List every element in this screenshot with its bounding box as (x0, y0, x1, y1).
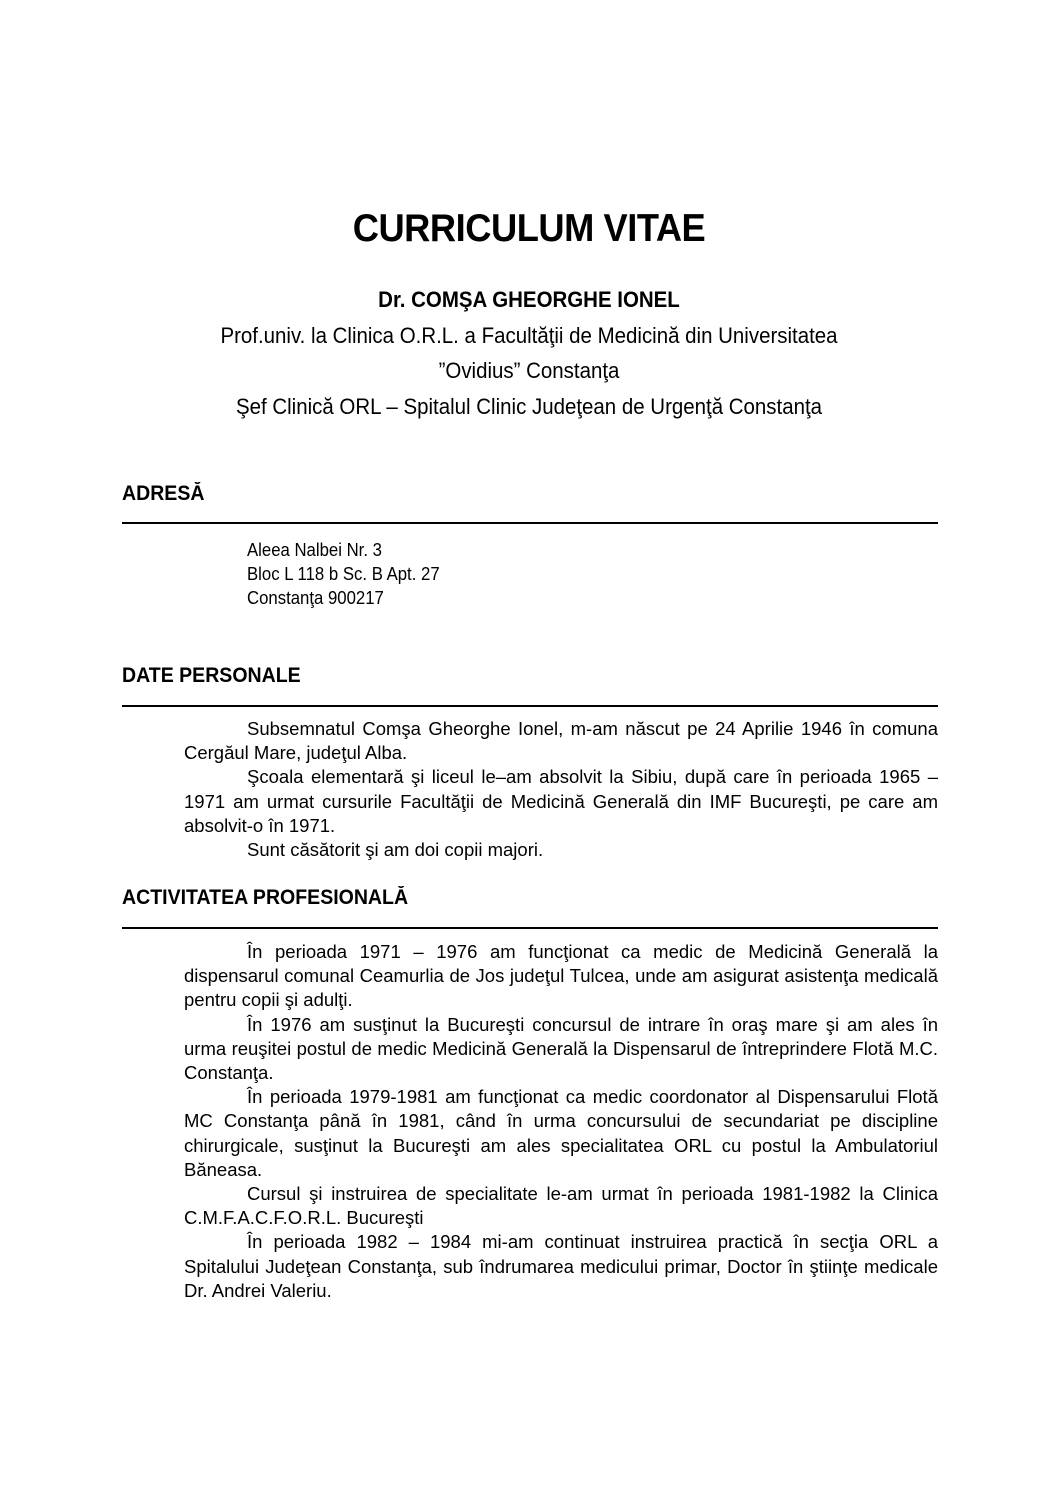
paragraph: În perioada 1982 – 1984 mi-am continuat instruirea practică în secţia ORL a Spitalului Judeţean Constanţa, sub îndrumarea medicului primar, Doctor în ştiinţe medicale Dr. Andrei Valeriu. (184, 1231, 938, 1301)
section-divider (122, 522, 938, 524)
paragraph: Subsemnatul Comşa Gheorghe Ionel, m-am născut pe 24 Aprilie 1946 în comuna Cergăul Mare, judeţul Alba. (184, 718, 938, 764)
section-heading-personal: DATE PERSONALE (122, 664, 301, 687)
paragraph: Cursul şi instruirea de specialitate le-am urmat în perioada 1981-1982 la Clinica C.M.F.A.C.F.O.R.L. Bucureşti (184, 1183, 938, 1229)
document-title: CURRICULUM VITAE (352, 207, 706, 250)
paragraph: În perioada 1971 – 1976 am funcţionat ca medic de Medicină Generală la dispensarul comunal Ceamurlia de Jos judeţul Tulcea, unde am asigurat asistenţa medicală pentru copii şi adulţi. (184, 941, 938, 1011)
section-divider (122, 705, 938, 707)
address-line: Constanţa 900217 (247, 588, 384, 608)
paragraph: În perioada 1979-1981 am funcţionat ca medic coordonator al Dispensarului Flotă MC Constanţa până în 1981, când în urma concursului de secundariat pe discipline chirurgicale, susţinut la Bucureşti am ales specialitatea ORL cu postul la Ambulatoriul Băneasa. (184, 1086, 938, 1180)
address-line: Aleea Nalbei Nr. 3 (247, 540, 382, 560)
position-line-2: ”Ovidius” Constanţa (438, 358, 620, 383)
address-block (247, 538, 440, 610)
section-heading-address: ADRESĂ (122, 482, 205, 505)
position-line-3: Şef Clinică ORL – Spitalul Clinic Judeţean de Urgenţă Constanţa (235, 394, 823, 419)
address-line: Bloc L 118 b Sc. B Apt. 27 (247, 564, 440, 584)
section-heading-professional: ACTIVITATEA PROFESIONALĂ (122, 886, 409, 909)
paragraph: În 1976 am susţinut la Bucureşti concursul de intrare în oraş mare şi am ales în urma reuşitei postul de medic Medicină Generală la Dispensarul de întreprindere Flotă M.C. Constanţa. (184, 1013, 938, 1084)
paragraph: Şcoala elementară şi liceul le–am absolvit la Sibiu, după care în perioada 1965 – 1971 am urmat cursurile Facultăţii de Medicină Generală din IMF Bucureşti, pe care am absolvit-o în 1971. (184, 766, 938, 836)
professional-activity-block (184, 940, 938, 1303)
person-name: Dr. COMŞA GHEORGHE IONEL (378, 287, 680, 312)
section-divider (122, 927, 938, 929)
position-line-1: Prof.univ. la Clinica O.R.L. a Facultăţii de Medicină din Universitatea (220, 323, 838, 348)
paragraph: Sunt căsătorit şi am doi copii majori. (247, 839, 544, 861)
personal-data-block (184, 717, 938, 862)
